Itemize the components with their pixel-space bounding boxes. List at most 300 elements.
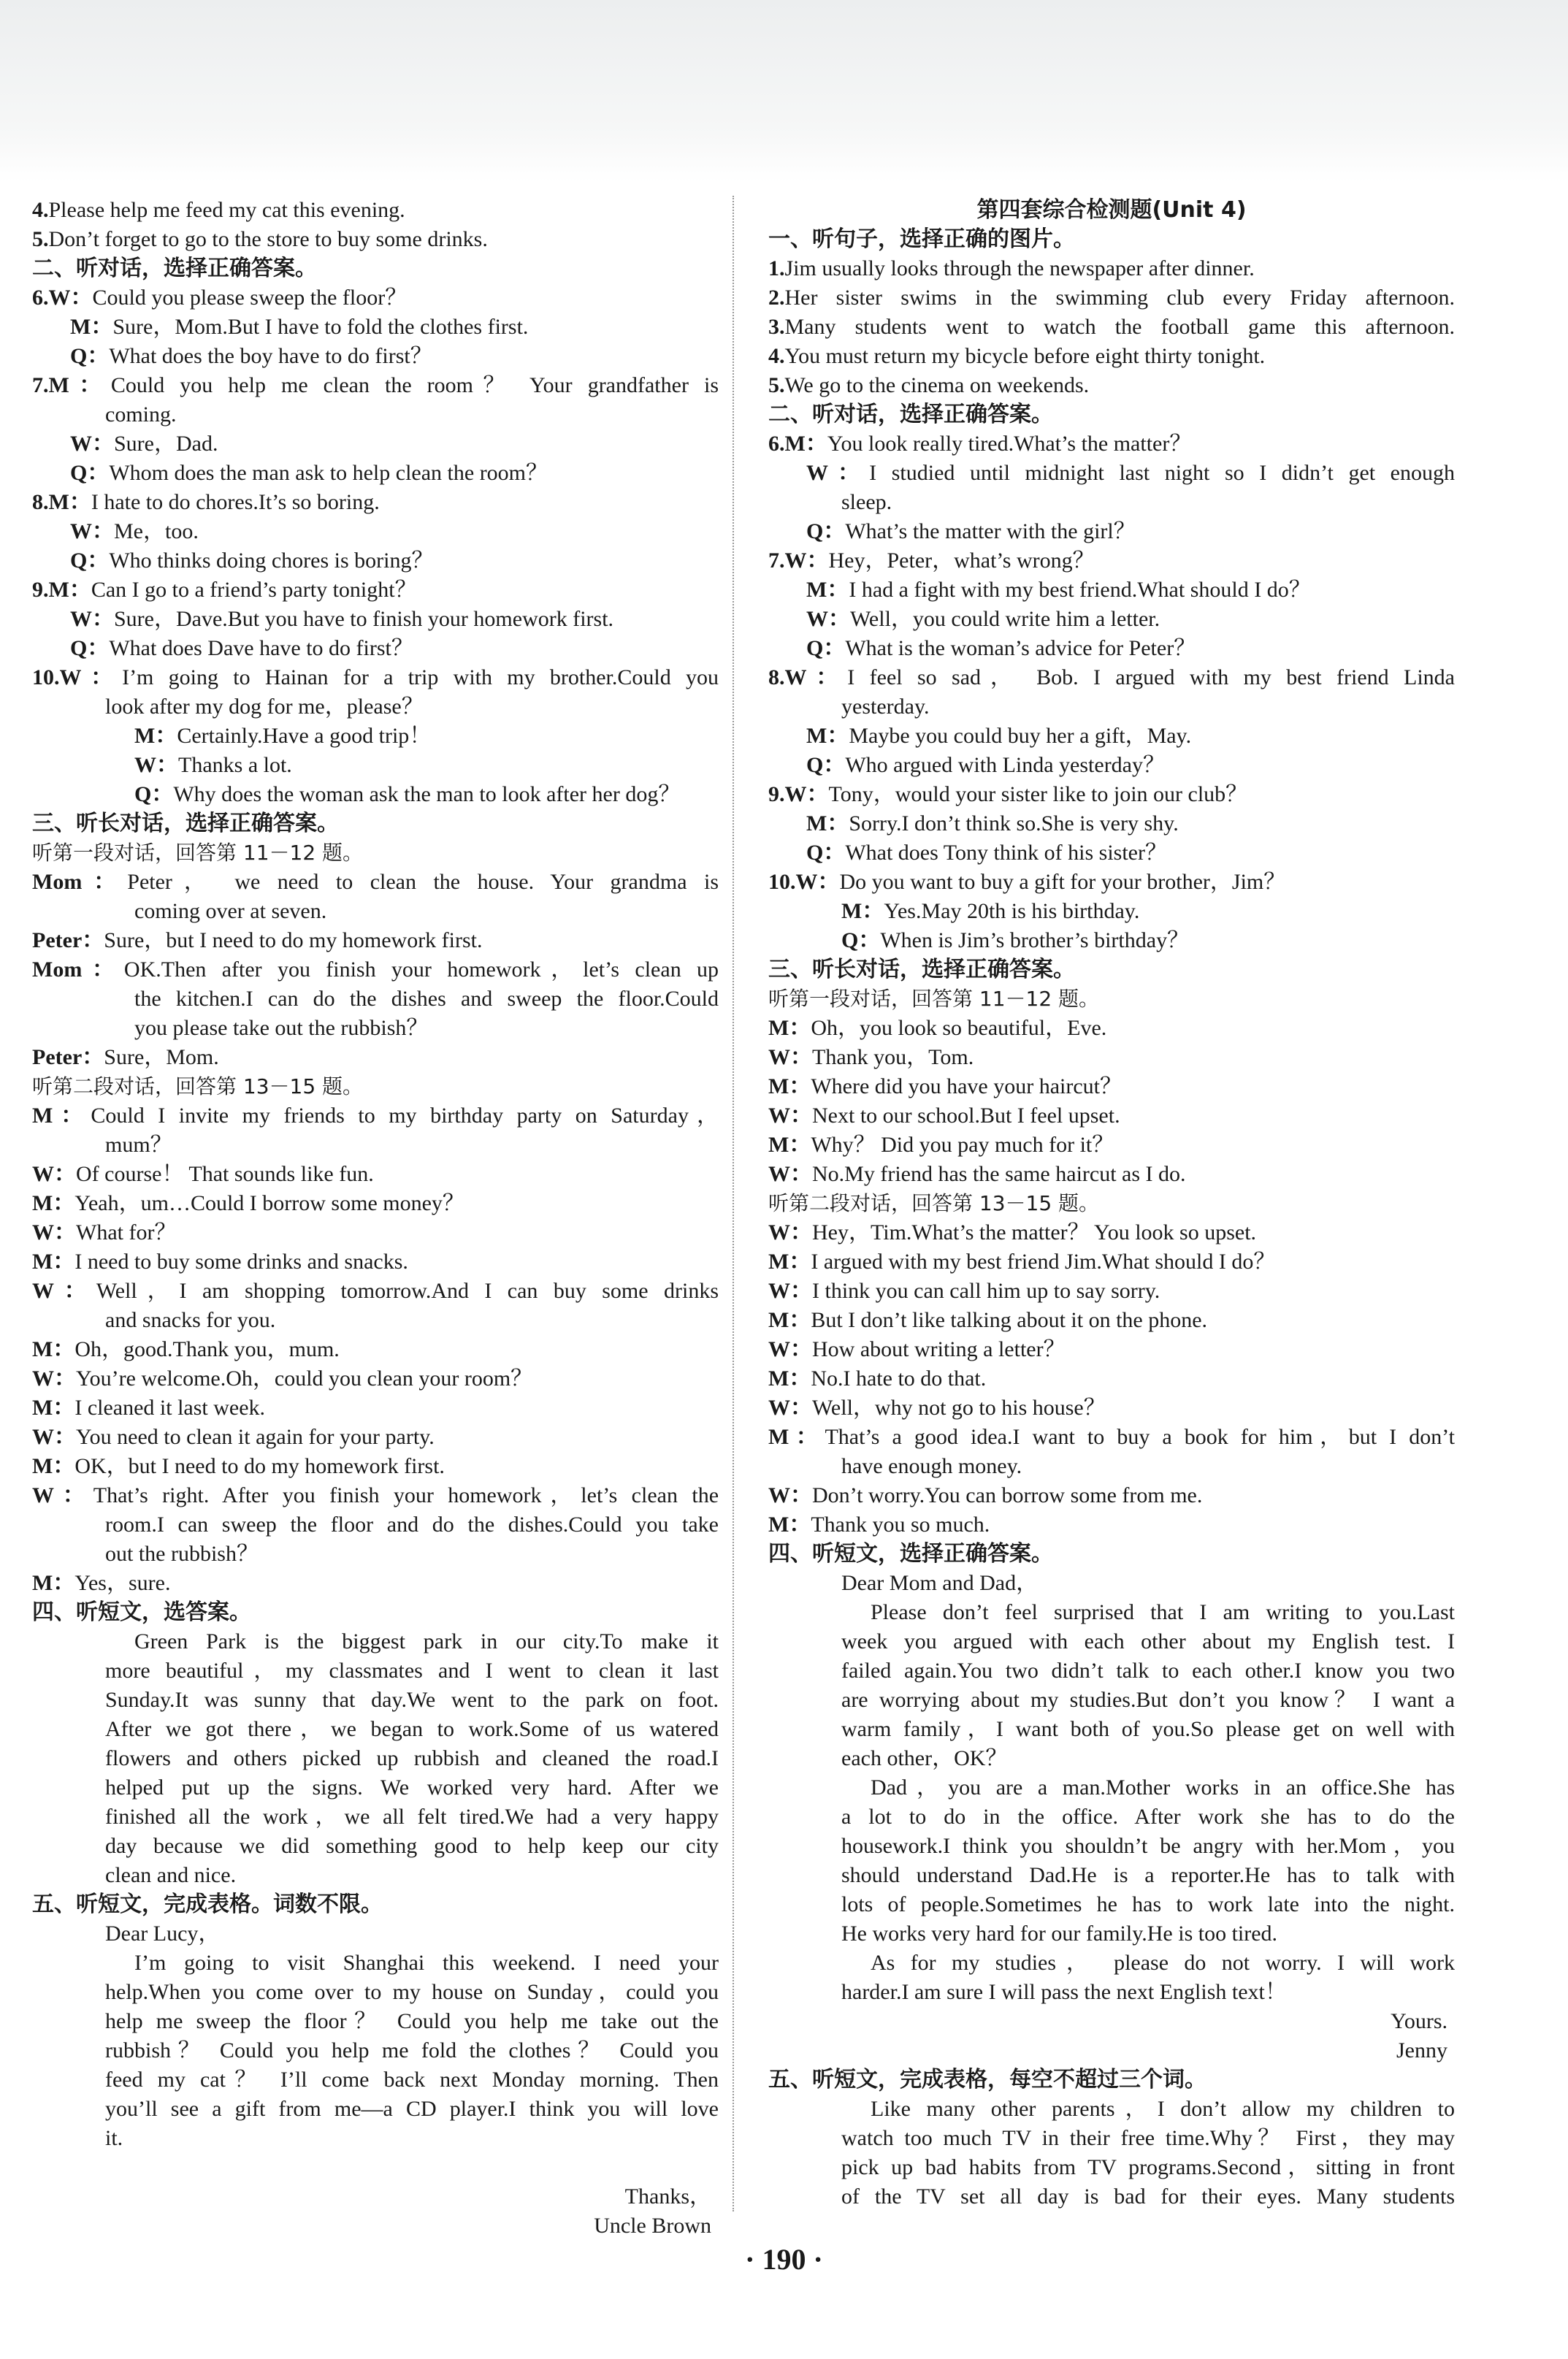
dialogue-line xyxy=(768,838,1455,868)
line-text: Sure，but I need to do my homework first. xyxy=(104,928,483,952)
line-text: I feel so sad， Bob. I argued with my best friend Linda xyxy=(847,665,1456,689)
line-text: Certainly.Have a good trip！ xyxy=(177,724,432,748)
line-text: Whom does the man ask to help clean the room？ xyxy=(109,461,548,485)
section-instruction: 听第一段对话，回答第 11－12 题。 xyxy=(32,841,364,865)
line-text: Who argued with Linda yesterday？ xyxy=(845,753,1165,777)
text-line xyxy=(768,2095,1455,2124)
line-text: and snacks for you. xyxy=(105,1308,276,1332)
speaker-label: W： xyxy=(70,519,114,543)
dialogue-line xyxy=(32,1423,719,1452)
speaker-label: M： xyxy=(32,1571,75,1595)
dialogue-line xyxy=(32,1452,719,1481)
text-line xyxy=(32,2095,719,2124)
dialogue-line xyxy=(768,663,1455,692)
dialogue-line xyxy=(32,313,719,342)
text-line xyxy=(768,1744,1455,1773)
text-line xyxy=(32,1978,719,2007)
dialogue-line xyxy=(32,225,719,254)
line-text: out the rubbish？ xyxy=(105,1542,259,1566)
speaker-label: M： xyxy=(768,1366,811,1391)
text-line xyxy=(768,1656,1455,1686)
line-text: sleep. xyxy=(841,490,892,514)
speaker-label: M： xyxy=(32,1454,75,1478)
dialogue-line xyxy=(768,313,1455,342)
line-text: I’m going to Hainan for a trip with my brother.Could you xyxy=(122,665,719,689)
line-text: I cleaned it last week. xyxy=(74,1396,266,1420)
dialogue-line xyxy=(32,371,719,400)
line-text: OK，but I need to do my homework first. xyxy=(74,1454,445,1478)
dialogue-line xyxy=(768,283,1455,313)
line-text: Sure，Dave.But you have to finish your homework first. xyxy=(114,607,614,631)
left-column xyxy=(32,196,719,2241)
line-text: watch too much TV in their free time.Why？ First，they may xyxy=(841,2126,1455,2150)
dialogue-line xyxy=(768,1160,1455,1189)
text-line xyxy=(768,1919,1455,1949)
dialogue-line xyxy=(32,1481,719,1510)
line-text: When is Jim’s brother’s birthday？ xyxy=(880,928,1190,952)
dialogue-line xyxy=(32,1247,719,1277)
speaker-label: M： xyxy=(768,1133,811,1157)
line-text: the kitchen.I can do the dishes and sweep the floor.Could xyxy=(134,987,719,1011)
line-text: Well，why not go to his house？ xyxy=(812,1396,1106,1420)
dialogue-line xyxy=(768,722,1455,751)
text-line xyxy=(768,1686,1455,1715)
line-text: Could I invite my friends to my birthday party on Saturday， xyxy=(91,1104,719,1128)
speaker-label: M： xyxy=(806,811,849,836)
text-line xyxy=(32,1510,719,1540)
line-text: Green Park is the biggest park in our city.To make it xyxy=(134,1629,719,1653)
dialogue-line xyxy=(768,459,1455,488)
line-text: more beautiful，my classmates and I went to clean it last xyxy=(105,1659,719,1683)
line-text: What does Tony think of his sister？ xyxy=(845,841,1167,865)
speaker-label: M： xyxy=(768,1425,825,1449)
section-instruction: 听第二段对话，回答第 13－15 题。 xyxy=(32,1074,364,1098)
speaker-label: W： xyxy=(134,753,178,777)
section-heading: 四、听短文，选择正确答案。 xyxy=(768,1541,1053,1567)
dialogue-line xyxy=(768,1481,1455,1510)
dialogue-line xyxy=(768,1510,1455,1540)
speaker-label: M： xyxy=(32,1396,75,1420)
text-line xyxy=(32,1919,719,1949)
line-text: warm family，I want both of you.So please get on well with xyxy=(841,1717,1455,1741)
dialogue-line xyxy=(768,634,1455,663)
line-text: I had a fight with my best friend.What should I do？ xyxy=(849,578,1311,602)
speaker-label: Q： xyxy=(70,461,110,485)
dialogue-line xyxy=(32,459,719,488)
line-text: Next to our school.But I feel upset. xyxy=(812,1104,1120,1128)
line-text: Jim usually looks through the newspaper after dinner. xyxy=(784,256,1255,280)
text-line xyxy=(768,1861,1455,1890)
text-line xyxy=(32,2007,719,2036)
text-line xyxy=(32,400,719,429)
speaker-label: 1. xyxy=(768,256,785,280)
dialogue-line xyxy=(768,1043,1455,1072)
line-text: should understand Dad.He is a reporter.He has to talk with xyxy=(841,1863,1455,1887)
text-line xyxy=(32,1306,719,1335)
text-line xyxy=(768,1452,1455,1481)
text-line xyxy=(768,2124,1455,2153)
dialogue-line xyxy=(32,1364,719,1393)
text-line xyxy=(768,1715,1455,1744)
dialogue-line xyxy=(768,1364,1455,1393)
line-text: coming over at seven. xyxy=(134,899,327,923)
text-line xyxy=(32,2124,719,2153)
dialogue-line xyxy=(768,1218,1455,1247)
line-text: What for？ xyxy=(76,1220,177,1245)
text-line xyxy=(32,1656,719,1686)
dialogue-line xyxy=(32,488,719,517)
speaker-label: W： xyxy=(806,607,850,631)
speaker-label: M： xyxy=(70,315,113,339)
line-text: OK.Then after you finish your homework，let’s clean up xyxy=(123,957,719,982)
page-top-band xyxy=(0,0,1568,183)
speaker-label: W： xyxy=(768,1045,812,1069)
line-text: What’s the matter with the girl？ xyxy=(845,519,1136,543)
text-line xyxy=(32,1744,719,1773)
line-text: each other，OK？ xyxy=(841,1746,1008,1770)
line-text: room.I can sweep the floor and do the dishes.Could you take xyxy=(105,1513,719,1537)
line-text: finished all the work，we all felt tired.We had a very happy xyxy=(105,1805,719,1829)
speaker-label: W： xyxy=(768,1483,812,1507)
section-heading: 四、听短文，选答案。 xyxy=(32,1599,251,1625)
dialogue-line xyxy=(32,634,719,663)
dialogue-line xyxy=(32,1218,719,1247)
line-text: Of course！ That sounds like fun. xyxy=(76,1162,374,1186)
line-text: you’ll see a gift from me—a CD player.I think you will love xyxy=(105,2097,719,2121)
line-text: He works very hard for our family.He is too tired. xyxy=(841,1922,1278,1946)
speaker-label: W： xyxy=(70,607,114,631)
line-text: You need to clean it again for your party. xyxy=(76,1425,435,1449)
dialogue-line xyxy=(32,517,719,546)
speaker-label: 3. xyxy=(768,315,785,339)
line-text: You’re welcome.Oh，could you clean your room？ xyxy=(76,1366,533,1391)
line-text: Dear Lucy， xyxy=(105,1922,221,1946)
text-line xyxy=(32,2065,719,2095)
line-text: Why does the woman ask the man to look after her dog？ xyxy=(173,782,681,806)
line-text: lots of people.Sometimes he has to work late into the night. xyxy=(841,1892,1455,1916)
section-heading: 三、听长对话，选择正确答案。 xyxy=(768,957,1075,982)
line-text: flowers and others picked up rubbish and cleaned the road.I xyxy=(105,1746,719,1770)
speaker-label: 5. xyxy=(768,373,785,397)
dialogue-line xyxy=(768,517,1455,546)
dialogue-line xyxy=(32,429,719,459)
speaker-label: Q： xyxy=(806,519,846,543)
text-line xyxy=(32,897,719,926)
text-line xyxy=(768,1598,1455,1627)
dialogue-line xyxy=(768,780,1455,809)
line-text: No.I hate to do that. xyxy=(811,1366,987,1391)
line-text: Could you please sweep the floor？ xyxy=(92,286,408,310)
section-heading: 三、听长对话，选择正确答案。 xyxy=(32,811,339,836)
speaker-label: Q： xyxy=(70,344,110,368)
line-text: Please help me feed my cat this evening. xyxy=(48,198,405,222)
dialogue-line xyxy=(768,1393,1455,1423)
line-text: But I don’t like talking about it on the phone. xyxy=(811,1308,1208,1332)
line-text: help me sweep the floor？ Could you help me take out the xyxy=(105,2009,719,2033)
speaker-label: 9.M： xyxy=(32,578,91,602)
right-column xyxy=(768,196,1455,2211)
section-heading: 五、听短文，完成表格，每空不超过三个词。 xyxy=(768,2067,1206,2092)
line-text: Yes，sure. xyxy=(74,1571,171,1595)
letter-signoff: Yours. xyxy=(1391,2009,1447,2033)
speaker-label: M： xyxy=(806,724,849,748)
line-text: That’s right. After you finish your homework，let’s clean the xyxy=(93,1483,719,1507)
text-line xyxy=(768,1949,1455,1978)
dialogue-line xyxy=(32,1393,719,1423)
dialogue-line xyxy=(768,1247,1455,1277)
text-line xyxy=(768,1832,1455,1861)
line-text: What does Dave have to do first？ xyxy=(109,636,413,660)
speaker-label: 6.M： xyxy=(768,432,827,456)
line-text: Do you want to buy a gift for your brother，Jim？ xyxy=(839,870,1286,894)
dialogue-line xyxy=(32,955,719,984)
line-text: I hate to do chores.It’s so boring. xyxy=(91,490,380,514)
section-instruction: 听第一段对话，回答第 11－12 题。 xyxy=(768,987,1100,1011)
section-heading: 二、听对话，选择正确答案。 xyxy=(768,402,1053,427)
speaker-label: Peter： xyxy=(32,928,104,952)
line-text: mum？ xyxy=(105,1133,172,1157)
dialogue-line xyxy=(768,1423,1455,1452)
line-text: harder.I am sure I will pass the next English text！ xyxy=(841,1980,1287,2004)
speaker-label: W： xyxy=(768,1279,812,1303)
text-line xyxy=(32,1802,719,1832)
text-line xyxy=(32,1686,719,1715)
line-text: pick up bad habits from TV programs.Second，sitting in front xyxy=(841,2155,1455,2179)
speaker-label: M： xyxy=(32,1250,75,1274)
letter-signoff: Uncle Brown xyxy=(594,2214,711,2238)
text-line xyxy=(32,1627,719,1656)
text-line xyxy=(768,2153,1455,2182)
line-text: I think you can call him up to say sorry. xyxy=(812,1279,1160,1303)
speaker-label: 9.W： xyxy=(768,782,829,806)
line-text: clean and nice. xyxy=(105,1863,237,1887)
dialogue-line xyxy=(32,1277,719,1306)
section-heading: 二、听对话，选择正确答案。 xyxy=(32,256,317,281)
section-instruction: 听第二段对话，回答第 13－15 题。 xyxy=(768,1191,1100,1215)
text-line xyxy=(32,692,719,722)
letter-signoff: Jenny xyxy=(1396,2038,1447,2062)
dialogue-line xyxy=(32,1189,719,1218)
speaker-label: M： xyxy=(806,578,849,602)
dialogue-line xyxy=(768,429,1455,459)
line-text: What does the boy have to do first？ xyxy=(109,344,432,368)
dialogue-line xyxy=(768,809,1455,838)
line-text: I’m going to visit Shanghai this weekend. I need your xyxy=(134,1951,719,1975)
text-line xyxy=(32,1014,719,1043)
line-text: feed my cat？ I’ll come back next Monday morning. Then xyxy=(105,2068,719,2092)
text-line xyxy=(32,2036,719,2065)
line-text: Who thinks doing chores is boring？ xyxy=(109,548,434,573)
speaker-label: 10.W： xyxy=(768,870,840,894)
line-text: Sure，Dad. xyxy=(114,432,218,456)
text-line xyxy=(768,1627,1455,1656)
line-text: week you argued with each other about my English test. I xyxy=(841,1629,1455,1653)
line-text: I argued with my best friend Jim.What should I do？ xyxy=(811,1250,1276,1274)
dialogue-line xyxy=(32,780,719,809)
line-text: Don’t worry.You can borrow some from me. xyxy=(812,1483,1203,1507)
section-heading: 五、听短文，完成表格。词数不限。 xyxy=(32,1892,383,1917)
speaker-label: M： xyxy=(841,899,884,923)
speaker-label: W： xyxy=(32,1162,76,1186)
line-text: yesterday. xyxy=(841,695,930,719)
line-text: have enough money. xyxy=(841,1454,1022,1478)
line-text: No.My friend has the same haircut as I do. xyxy=(812,1162,1186,1186)
line-text: failed again.You two didn’t talk to each other.I know you two xyxy=(841,1659,1455,1683)
line-text: I studied until midnight last night so I didn’t get enough xyxy=(869,461,1455,485)
line-text: rubbish？ Could you help me fold the clothes？ Could you xyxy=(105,2038,719,2062)
dialogue-line xyxy=(768,1277,1455,1306)
line-text: Sunday.It was sunny that day.We went to the park on foot. xyxy=(105,1688,719,1712)
dialogue-line xyxy=(768,254,1455,283)
line-text: Where did you have your haircut？ xyxy=(811,1074,1123,1098)
dialogue-line xyxy=(768,1335,1455,1364)
speaker-label: Q： xyxy=(806,841,846,865)
line-text: Tony，would your sister like to join our club？ xyxy=(828,782,1248,806)
line-text: Can I go to a friend’s party tonight？ xyxy=(91,578,417,602)
dialogue-line xyxy=(32,196,719,225)
speaker-label: M： xyxy=(768,1250,811,1274)
speaker-label: W： xyxy=(32,1483,93,1507)
speaker-label: 8.M： xyxy=(32,490,91,514)
dialogue-line xyxy=(32,722,719,751)
speaker-label: Q： xyxy=(806,753,846,777)
dialogue-line xyxy=(32,342,719,371)
dialogue-line xyxy=(32,1043,719,1072)
dialogue-line xyxy=(32,926,719,955)
line-text: Sure，Mom.But I have to fold the clothes first. xyxy=(112,315,529,339)
speaker-label: M： xyxy=(32,1104,91,1128)
speaker-label: M： xyxy=(32,1337,75,1361)
speaker-label: 10.W： xyxy=(32,665,123,689)
text-line xyxy=(32,1715,719,1744)
speaker-label: W： xyxy=(32,1279,96,1303)
speaker-label: W： xyxy=(768,1396,812,1420)
line-text: Many students went to watch the football game this afternoon. xyxy=(784,315,1455,339)
line-text: Yes.May 20th is his birthday. xyxy=(884,899,1140,923)
page-number: · 190 · xyxy=(745,2243,823,2276)
text-line xyxy=(32,1832,719,1861)
speaker-label: Q： xyxy=(806,636,846,660)
text-line xyxy=(768,488,1455,517)
speaker-label: 4. xyxy=(768,344,785,368)
line-text: Well，I am shopping tomorrow.And I can buy some drinks xyxy=(96,1279,719,1303)
line-text: Well，you could write him a letter. xyxy=(850,607,1160,631)
dialogue-line xyxy=(32,1569,719,1598)
line-text: a lot to do in the office. After work she has to do the xyxy=(841,1805,1455,1829)
line-text: Please don’t feel surprised that I am writing to you.Last xyxy=(871,1600,1455,1624)
line-text: As for my studies， please do not worry. I will work xyxy=(871,1951,1455,1975)
speaker-label: Q： xyxy=(841,928,881,952)
dialogue-line xyxy=(768,342,1455,371)
text-line xyxy=(768,2182,1455,2211)
line-text: housework.I think you shouldn’t be angry with her.Mom，you xyxy=(841,1834,1455,1858)
dialogue-line xyxy=(768,1014,1455,1043)
speaker-label: 7.W： xyxy=(768,548,829,573)
speaker-label: W： xyxy=(32,1220,76,1245)
line-text: That’s a good idea.I want to buy a book for him，but I don’t xyxy=(825,1425,1455,1449)
dialogue-line xyxy=(32,605,719,634)
line-text: day because we did something good to help keep our city xyxy=(105,1834,719,1858)
line-text: Me，too. xyxy=(114,519,199,543)
line-text: Could you help me clean the room？ Your grandfather is xyxy=(110,373,719,397)
dialogue-line xyxy=(768,897,1455,926)
speaker-label: W： xyxy=(32,1425,76,1449)
text-line xyxy=(32,984,719,1014)
dialogue-line xyxy=(32,546,719,576)
text-line xyxy=(768,1569,1455,1598)
line-text: help.When you come over to my house on Sunday，could you xyxy=(105,1980,719,2004)
text-line xyxy=(768,1802,1455,1832)
test-title: 第四套综合检测题(Unit 4) xyxy=(976,197,1247,223)
dialogue-line xyxy=(768,546,1455,576)
dialogue-line xyxy=(32,283,719,313)
line-text: What is the woman’s advice for Peter？ xyxy=(845,636,1196,660)
line-text: I need to buy some drinks and snacks. xyxy=(74,1250,408,1274)
speaker-label: M： xyxy=(32,1191,75,1215)
line-text: Don’t forget to go to the store to buy some drinks. xyxy=(48,227,488,251)
speaker-label: 8.W： xyxy=(768,665,848,689)
speaker-label: Q： xyxy=(70,636,110,660)
line-text: Dear Mom and Dad， xyxy=(841,1571,1039,1595)
line-text: After we got there，we began to work.Some of us watered xyxy=(105,1717,719,1741)
speaker-label: W： xyxy=(70,432,114,456)
line-text: Oh，good.Thank you，mum. xyxy=(74,1337,340,1361)
dialogue-line xyxy=(768,371,1455,400)
text-line xyxy=(32,1949,719,1978)
line-text: of the TV set all day is bad for their eyes. Many students xyxy=(841,2184,1455,2209)
dialogue-line xyxy=(768,1306,1455,1335)
speaker-label: Mom： xyxy=(32,957,124,982)
line-text: Sure，Mom. xyxy=(104,1045,219,1069)
speaker-label: Q： xyxy=(134,782,174,806)
dialogue-line xyxy=(768,751,1455,780)
line-text: Dad，you are a man.Mother works in an office.She has xyxy=(871,1775,1455,1800)
dialogue-line xyxy=(32,576,719,605)
text-line xyxy=(768,1890,1455,1919)
speaker-label: 2. xyxy=(768,286,785,310)
speaker-label: W： xyxy=(768,1337,812,1361)
line-text: You look really tired.What’s the matter？ xyxy=(827,432,1192,456)
dialogue-line xyxy=(768,605,1455,634)
line-text: helped put up the signs. We worked very hard. After we xyxy=(105,1775,719,1800)
line-text: Her sister swims in the swimming club every Friday afternoon. xyxy=(784,286,1455,310)
speaker-label: M： xyxy=(134,724,177,748)
line-text: Hey，Tim.What’s the matter？ You look so upset. xyxy=(812,1220,1257,1245)
speaker-label: Mom： xyxy=(32,870,128,894)
dialogue-line xyxy=(768,1101,1455,1131)
line-text: coming. xyxy=(105,402,177,427)
speaker-label: 4. xyxy=(32,198,49,222)
line-text: Sorry.I don’t think so.She is very shy. xyxy=(849,811,1179,836)
speaker-label: M： xyxy=(768,1074,811,1098)
dialogue-line xyxy=(768,576,1455,605)
text-line xyxy=(32,1131,719,1160)
dialogue-line xyxy=(32,663,719,692)
speaker-label: M： xyxy=(768,1308,811,1332)
speaker-label: W： xyxy=(768,1104,812,1128)
dialogue-line xyxy=(768,1131,1455,1160)
letter-signoff: Thanks， xyxy=(624,2184,711,2209)
dialogue-line xyxy=(32,868,719,897)
speaker-label: W： xyxy=(806,461,870,485)
line-text: Like many other parents，I don’t allow my children to xyxy=(871,2097,1455,2121)
dialogue-line xyxy=(32,1335,719,1364)
line-text: look after my dog for me，please？ xyxy=(105,695,424,719)
line-text: Oh，you look so beautiful，Eve. xyxy=(811,1016,1107,1040)
speaker-label: M： xyxy=(768,1513,811,1537)
line-text: are worrying about my studies.But don’t you know？ I want a xyxy=(841,1688,1455,1712)
speaker-label: 6.W： xyxy=(32,286,93,310)
